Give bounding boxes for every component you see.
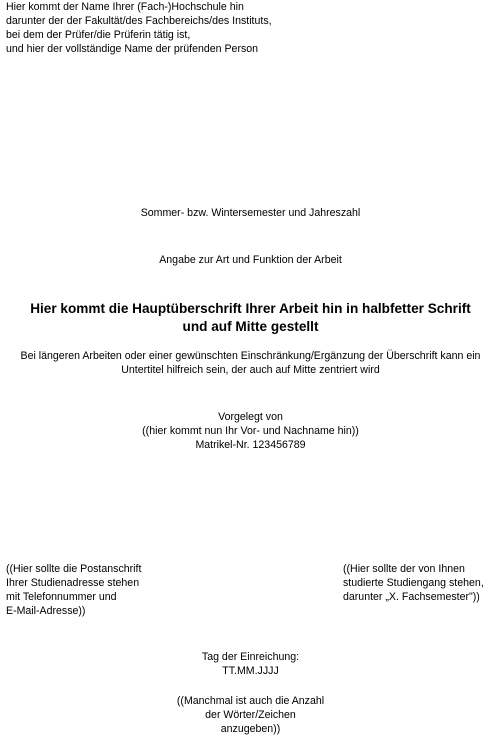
program-line: darunter „X. Fachsemester")): [343, 591, 480, 603]
semester-text: Sommer- bzw. Wintersemester und Jahreszahl: [140, 207, 361, 219]
wordcount-line: anzugeben)): [220, 723, 281, 735]
title-line: Hier kommt die Hauptüberschrift Ihrer Arbeit hin in halbfetter Schrift: [30, 301, 471, 316]
submission-label: Tag der Einreichung:: [201, 651, 300, 663]
address-line: mit Telefonnummer und: [6, 591, 117, 603]
wordcount-line: ((Manchmal ist auch die Anzahl: [176, 695, 325, 707]
author-block: [0, 410, 501, 452]
wordcount-line: der Wörter/Zeichen: [205, 709, 296, 721]
university-header: [6, 0, 272, 56]
program-line: ((Hier sollte der von Ihnen: [343, 563, 465, 575]
header-line: Hier kommt der Name Ihrer (Fach-)Hochschule hin: [6, 1, 244, 13]
work-type-line: [0, 253, 501, 267]
address-line: ((Hier sollte die Postanschrift: [6, 563, 142, 575]
submission-block: [0, 650, 501, 678]
subtitle-line: Untertitel hilfreich sein, der auch auf Mitte zentriert wird: [121, 364, 380, 376]
address-block: [6, 562, 141, 618]
title-line: und auf Mitte gestellt: [182, 319, 319, 334]
matriculation-number: Matrikel-Nr. 123456789: [195, 439, 306, 451]
program-line: studierte Studiengang stehen,: [343, 577, 484, 589]
work-type-text: Angabe zur Art und Funktion der Arbeit: [159, 254, 342, 266]
header-line: bei dem der Prüfer/die Prüferin tätig ist,: [6, 29, 191, 41]
submission-date: TT.MM.JJJJ: [222, 665, 279, 677]
subtitle-line: Bei längeren Arbeiten oder einer gewünschten Einschränkung/Ergänzung der Überschrift kann ein: [20, 350, 481, 362]
wordcount-note: [0, 694, 501, 736]
submitted-by-label: Vorgelegt von: [218, 411, 283, 423]
semester-line: [0, 206, 501, 220]
header-line: darunter der der Fakultät/des Fachbereichs/des Instituts,: [6, 15, 272, 27]
address-line: Ihrer Studienadresse stehen: [6, 577, 140, 589]
study-program-block: [343, 562, 484, 604]
address-line: E-Mail-Adresse)): [6, 605, 86, 617]
subtitle: [0, 349, 501, 377]
header-line: und hier der vollständige Name der prüfenden Person: [6, 43, 259, 55]
main-title: [0, 300, 501, 336]
author-name: ((hier kommt nun Ihr Vor- und Nachname hin)): [142, 425, 359, 437]
